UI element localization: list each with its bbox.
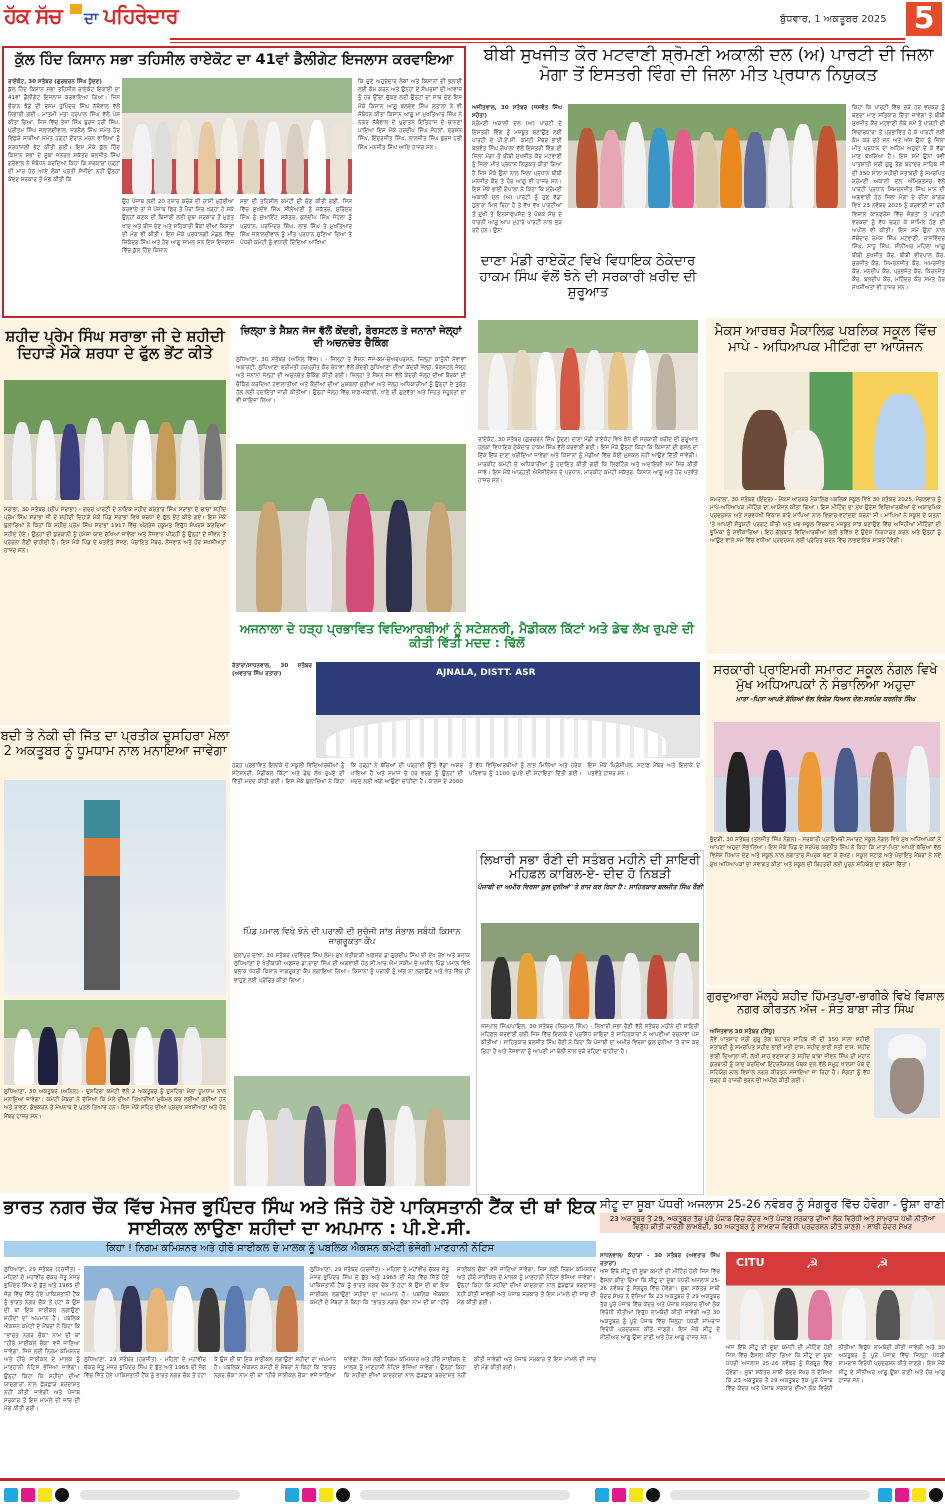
photo-parali-camp [234,1076,470,1186]
headline: ਜ਼ਿਲ੍ਹਾ ਤੇ ਸੈਸ਼ਨ ਜੱਜ ਵੱਲੋਂ ਕੇਂਦਰੀ, ਬੋਰਸਟਲ ਤੇ ਜਨਾਨਾਂ ਜੇਲ੍ਹਾਂ ਦੀ ਅਚਨਚੇਤ ਚੈਕਿੰਗ [240,326,462,349]
headline: ਮੈਕਸ ਆਰਥਰ ਮੈਕਾਲਿਫ਼ ਪਬਲਿਕ ਸਕੂਲ ਵਿੱਚ ਮਾਪੇ - ਅਧਿਆਪਕ ਮੀਟਿੰਗ ਦਾ ਆਯੋਜਨ [714,323,937,355]
body-text: ਜਸਪਾਲ ਸਿੰਘ/ਪਾਇਲ, 30 ਸਤੰਬਰ (ਨਿਰਮਲ ਸਿੰਘ) - ਲਿਖਾਰੀ ਸਭਾ ਰੌਣੀ ਵੱਲੋਂ ਸਤੰਬਰ ਮਹੀਨੇ ਦੀ ਸ਼ਾਇਰੀ ਮਹਿਫ਼ਲ ਕਰਵਾਈ ਗਈ ਜਿਸ ਵਿੱਚ ਇਲਾਕੇ ਦੇ ਪ੍ਰਸਿੱਧ ਸ਼ਾਇਰਾਂ ਤੇ ਸਾਹਿਤਕਾਰਾਂ ਨੇ ਆਪਣੀਆਂ ਰਚਨਾਵਾਂ ਪੇਸ਼ ਕੀਤੀਆਂ। ਸਾਹਿਤਕਾਰ ਬਲਜੀਤ ਸਿੰਘ ਰੌਣੀ ਨੇ ਕਿਹਾ ਕਿ ਪੰਜਾਬੀ ਦਾ ਅਮੀਰ ਵਿਰਸਾ ਕੁਲ ਦੁਨੀਆਂ 'ਤੇ ਰਾਜ ਕਰ ਰਿਹਾ ਹੈ ਅਤੇ ਨੌਜਵਾਨਾਂ ਨੂੰ ਆਪਣੀ ਮਾਂ ਬੋਲੀ ਨਾਲ ਜੁੜੇ ਰਹਿਣਾ ਚਾਹੀਦਾ ਹੈ। [481,1024,699,1055]
registration-swatch [629,1488,643,1502]
column-1 [8,78,120,314]
photo-ravan-effigy [4,780,226,995]
banner-text: CITU [736,1256,765,1269]
article-max-arthur [706,318,945,654]
body-text: ਹੜ੍ਹ ਪ੍ਰਭਾਵਿਤ ਇਲਾਕੇ ਦੇ ਸਕੂਲੀ ਵਿਦਿਆਰਥੀਆਂ ਨੂੰ ਸਟੇਸ਼ਨਰੀ, ਮੈਡੀਕਲ ਕਿੱਟਾਂ ਅਤੇ ਡੇਢ ਲੱਖ ਰੁਪਏ ਦੀ ਵਿੱਤੀ ਮਦਦ ਕੀਤੀ ਗਈ। ਇਸ ਮੌਕੇ ਬੁਲਾਰਿਆਂ ਨੇ ਕਿਹਾ ਕਿ ਹੜ੍ਹਾਂ ਨੇ ਬੱਚਿਆਂ ਦੀ ਪੜ੍ਹਾਈ ਉੱਤੇ ਵੱਡਾ ਅਸਰ ਪਾਇਆ ਹੈ ਅਤੇ ਸਮਾਜ ਦੇ ਹਰ ਵਰਗ ਨੂੰ ਉਨ੍ਹਾਂ ਦੀ ਮਦਦ ਲਈ ਅੱਗੇ ਆਉਣਾ ਚਾਹੀਦਾ ਹੈ। ਕਾਲਜ ਦੇ 2000 ਤੋਂ ਵੱਧ ਵਿਦਿਆਰਥੀਆਂ ਨੂੰ ਲਾਭ ਮਿਲਿਆ ਅਤੇ ਹਰੇਕ ਪਰਿਵਾਰ ਨੂੰ 1100 ਰੁਪਏ ਦੀ ਸਹਾਇਤਾ ਦਿੱਤੀ ਗਈ। ਇਸ ਮੌਕੇ ਪ੍ਰਿੰਸੀਪਲ, ਸਟਾਫ਼ ਮੈਂਬਰ ਅਤੇ ਇਲਾਕੇ ਦੇ ਪਤਵੰਤੇ ਹਾਜ਼ਰ ਸਨ। [232,763,700,786]
page-number-badge: 5 [906,2,942,36]
body-text: ਨੌਵੇਂ ਪਾਤਸ਼ਾਹ ਸ੍ਰੀ ਗੁਰੂ ਤੇਗ ਬਹਾਦਰ ਸਾਹਿਬ ਜੀ ਦੀ 350 ਸਾਲਾ ਸ਼ਹੀਦੀ ਸ਼ਤਾਬਦੀ ਨੂੰ ਸਮਰਪਿਤ ਸ਼ਹੀਦ ਭਾਈ ਮਤੀ ਦਾਸ, ਸ਼ਹੀਦ ਭਾਈ ਸਤੀ ਦਾਸ, ਸ਼ਹੀਦ ਭਾਈ ਦਿਆਲਾ ਜੀ, ਲੱਖੀ ਸ਼ਾਹ ਵਣਜਾਰਾ ਤੇ ਸ਼ਹੀਦ ਬਾਬਾ ਜੀਵਨ ਸਿੰਘ ਦੀ ਮਹਾਨ ਕੁਰਬਾਨੀ ਨੂੰ ਯਾਦ ਕਰਦਿਆਂ ਇੰਟਰਨੈਸ਼ਨਲ ਪੰਥਕ ਦਲ ਵੱਲੋਂ ਸਮੂਹ ਖਾਲਸਾ ਪੰਥ ਦੇ ਸਹਿਯੋਗ ਨਾਲ ਵਿਸ਼ਾਲ ਨਗਰ ਕੀਰਤਨ ਸਜਾਇਆ ਜਾ ਰਿਹਾ ਹੈ। ਸੰਗਤਾਂ ਨੂੰ ਵੱਧ ਚੜ੍ਹ ਕੇ ਹਾਜ਼ਰੀ ਭਰਨ ਦੀ ਅਪੀਲ ਕੀਤੀ ਗਈ। [710,1037,870,1085]
logo-text-da: ਦਾ [83,9,98,27]
registration-swatch [912,1488,926,1502]
headline: ਭਾਰਤ ਨਗਰ ਚੌਕ ਵਿੱਚ ਮੇਜਰ ਭੁਪਿੰਦਰ ਸਿੰਘ ਅਤੇ ਜਿੱਤੇ ਹੋਏ ਪਾਕਿਸਤਾਨੀ ਟੈਂਕ ਦੀ ਥਾਂ ਇਕ ਸਾਈਕਲ ਲਾਉਣਾ ਸ਼ਹੀਦਾਂ ਦਾ ਅਪਮਾਨ : ਪੀ.ਏ.ਸੀ. [3,1197,597,1239]
column-1 [472,104,562,244]
dateline: ਰੱਤਾਰਾ/ਸਾਧਨਵਾਲ, 30 ਸਤੰਬਰ (ਅਵਤਾਰ ਸਿੰਘ ਰਤਾਰਾ) [232,663,312,678]
banner-text: AJNALA, DISTT. ASR [436,668,536,678]
registration-swatch [595,1488,609,1502]
headline: ਦਾਣਾ ਮੰਡੀ ਰਾਏਕੋਟ ਵਿਖੇ ਵਿਧਾਇਕ ਠੇਕੇਦਾਰ ਹਾਕਮ ਸਿੰਘ ਵੱਲੋਂ ਝੋਨੇ ਦੀ ਸਰਕਾਰੀ ਖ਼ਰੀਦ ਦੀ ਸ਼ੁਰੂਆਤ [479,253,697,301]
hammer-sickle-icon: ☭ [876,1256,889,1272]
body-columns: ਅੱਜ ਇੱਥੇ ਸੀਟੂ ਦੀ ਸੂਬਾ ਕਮੇਟੀ ਦੀ ਮੀਟਿੰਗ ਹੋਈ ਜਿਸ ਵਿੱਚ ਫੈਸਲਾ ਕੀਤਾ ਗਿਆ ਕਿ ਸੀਟੂ ਦਾ ਸੂਬਾ ਪੱਧਰੀ ਅਜਲਾਸ 25-26 ਨਵੰਬਰ ਨੂੰ ਸੰਗਰੂਰ ਵਿੱਚ ਹੋਵੇਗਾ। ਸੂਬਾ ਸਕੱਤਰ ਸਾਥੀ ਚੰਦਰ ਸ਼ੇਖਰ ਨੇ ਦੱਸਿਆ ਕਿ 23 ਅਕਤੂਬਰ ਤੋਂ 29 ਅਕਤੂਬਰ ਤੱਕ ਪੂਰੇ ਪੰਜਾਬ ਵਿੱਚ ਕੇਂਦਰ ਅਤੇ ਪੰਜਾਬ ਸਰਕਾਰ ਦੀਆਂ ਲੋਕ ਵਿਰੋਧੀ ਨੀਤੀਆਂ ਵਿਰੁੱਧ ਲਾਮਬੰਦੀ ਕੀਤੀ ਜਾਵੇਗੀ ਅਤੇ 30 ਅਕਤੂਬਰ ਨੂੰ ਪੂਰੇ ਪੰਜਾਬ ਵਿੱਚ ਜ਼ਿਲ੍ਹਾ ਪੱਧਰੀ ਸਾਮਰਾਜ ਵਿਰੋਧੀ ਪ੍ਰਦਰਸ਼ਨ ਕੀਤੇ ਜਾਣਗੇ। ਇਸ ਮੌਕੇ ਸੀਟੂ ਦੇ ਸੀਨੀਅਰ ਆਗੂ ਊਸ਼ਾ ਰਾਣੀ ਅਤੇ ਹੋਰ ਆਗੂ ਹਾਜ਼ਰ ਸਨ। [726,1345,945,1393]
article-jail-inspection [234,320,468,618]
effigy-figure [84,800,120,990]
headline: ਬੀਬੀ ਸੁਖਜੀਤ ਕੌਰ ਮਟਵਾਣੀ ਸ਼੍ਰੋਮਣੀ ਅਕਾਲੀ ਦਲ (ਅ) ਪਾਰਟੀ ਦੀ ਜਿਲਾ ਮੋਗਾ ਤੋਂ ਇਸਤਰੀ ਵਿੰਗ ਦੀ ਜਿਲਾ ਮੀਤ ਪ੍ਰਧਾਨ ਨਿਯੁਕਤ [483,45,934,85]
logo-text-part2: ਪਹਿਰੇਦਾਰ [103,4,178,28]
photo-likhari-sabha [481,923,699,1019]
registration-swatch [878,1488,892,1502]
photo-sant-baba-jeet-singh [874,1028,940,1118]
column-1 [710,1028,870,1192]
registration-swatch [55,1488,69,1502]
article-likhari-sabha [476,850,704,1195]
photo-nangal-school [714,722,940,832]
photo-kisan-sabha-group [122,78,352,194]
headline: ਅਜਨਾਲਾ ਦੇ ਹੜ੍ਹ ਪ੍ਰਭਾਵਿਤ ਵਿਦਿਆਰਥੀਆਂ ਨੂੰ ਸਟੇਸ਼ਨਰੀ, ਮੈਡੀਕਲ ਕਿੱਟਾਂ ਅਤੇ ਡੇਢ ਲੱਖ ਰੁਪਏ ਦੀ ਕੀਤੀ ਵਿੱਤੀ ਮਦਦ : ਢਿੱਲੋਂ [239,621,695,651]
article-dussehra [0,728,230,1193]
body-text: ਰਾਏਕੋਟ, 30 ਸਤੰਬਰ (ਗੁਰਚਰਨ ਸਿੰਘ ਧੂੰਦਣ) ਦਾਣਾ ਮੰਡੀ ਰਾਏਕੋਟ ਵਿਖੇ ਝੋਨੇ ਦੀ ਸਰਕਾਰੀ ਖ਼ਰੀਦ ਦੀ ਸ਼ੁਰੂਆਤ ਹਲਕਾ ਵਿਧਾਇਕ ਠੇਕੇਦਾਰ ਹਾਕਮ ਸਿੰਘ ਵੱਲੋਂ ਕਰਵਾਈ ਗਈ। ਇਸ ਮੌਕੇ ਉਨ੍ਹਾਂ ਕਿਹਾ ਕਿ ਕਿਸਾਨਾਂ ਦੀ ਫਸਲ ਦਾ ਇੱਕ ਇੱਕ ਦਾਣਾ ਖਰੀਦਿਆ ਜਾਵੇਗਾ ਅਤੇ ਕਿਸਾਨਾਂ ਨੂੰ ਮੰਡੀਆਂ ਵਿੱਚ ਕੋਈ ਮੁਸ਼ਕਲ ਨਹੀਂ ਆਉਣ ਦਿੱਤੀ ਜਾਵੇਗੀ। ਮਾਰਕੀਟ ਕਮੇਟੀ ਦੇ ਅਧਿਕਾਰੀਆਂ ਨੂੰ ਹਦਾਇਤ ਕੀਤੀ ਗਈ ਕਿ ਲਿਫਟਿੰਗ ਅਤੇ ਅਦਾਇਗੀ ਸਮੇਂ ਸਿਰ ਕੀਤੀ ਜਾਵੇ। ਇਸ ਮੌਕੇ ਆੜ੍ਹਤੀ ਐਸੋਸੀਏਸ਼ਨ ਦੇ ਪ੍ਰਧਾਨ, ਮਾਰਕੀਟ ਕਮੇਟੀ ਸਕੱਤਰ, ਕਿਸਾਨ ਆਗੂ ਅਤੇ ਹੋਰ ਪਤਵੰਤੇ ਹਾਜ਼ਰ ਸਨ। [478,437,698,485]
body-text: ਭੁੰਦੜੀ, 30 ਸਤੰਬਰ (ਤਲਜੀਤ ਸਿੰਘ ਨੰਗਲ) - ਸਰਕਾਰੀ ਪ੍ਰਾਇਮਰੀ ਸਮਾਰਟ ਸਕੂਲ ਨੰਗਲ ਵਿਖੇ ਮੁੱਖ ਅਧਿਆਪਕਾਂ ਨੇ ਆਪਣਾ ਅਹੁਦਾ ਸੰਭਾਲਿਆ। ਇਸ ਮੌਕੇ ਪਿੰਡ ਦੇ ਸਰਪੰਚ ਕਰਨੀਤ ਸਿੰਘ ਨੇ ਕਿਹਾ ਕਿ ਮਾਤਾ-ਪਿਤਾ ਆਪਣੇ ਬੱਚਿਆਂ ਵੱਲ ਵਿਸ਼ੇਸ਼ ਧਿਆਨ ਦੇਣ ਅਤੇ ਸਕੂਲ ਨਾਲ ਲਗਾਤਾਰ ਸੰਪਰਕ ਬਣਾ ਕੇ ਰੱਖਣ। ਸਕੂਲ ਸਟਾਫ਼ ਅਤੇ ਪੰਚਾਇਤ ਮੈਂਬਰਾਂ ਨੇ ਨਵੇਂ ਮੁੱਖ ਅਧਿਆਪਕਾਂ ਦਾ ਸਵਾਗਤ ਕੀਤਾ ਅਤੇ ਸਕੂਲ ਦੀ ਬਿਹਤਰੀ ਲਈ ਪੂਰਨ ਸਹਿਯੋਗ ਦਾ ਭਰੋਸਾ ਦਿੱਤਾ। [710,837,941,868]
registration-swatch [302,1488,316,1502]
column-1: ਲੁਧਿਆਣਾ, 29 ਸਤੰਬਰ (ਹਰਜੀਤ) - ਮਹਿਲਾਂ ਦੇ ਮਹਾਂਵੀਰ ਚੱਕਰ ਜੇਤੂ ਮੇਜਰ ਭੁਪਿੰਦਰ ਸਿੰਘ ਦੇ ਬੁੱਤ ਅਤੇ 1965 ਦੀ ਜੰਗ ਵਿੱਚ ਜਿੱਤੇ ਹੋਏ ਪਾਕਿਸਤਾਨੀ ਟੈਂਕ ਨੂੰ ਭਾਰਤ ਨਗਰ ਚੌਕ ਤੋਂ ਹਟਾ ਕੇ ਉਸ ਦੀ ਥਾਂ ਇਕ ਸਾਈਕਲ ਲਗਾਉਣਾ ਸ਼ਹੀਦਾਂ ਦਾ ਅਪਮਾਨ ਹੈ। ਪਬਲਿਕ ਐਕਸ਼ਨ ਕਮੇਟੀ ਦੇ ਮੈਂਬਰਾਂ ਨੇ ਕਿਹਾ ਕਿ "ਭਾਰਤ ਨਗਰ ਚੌਕ" ਨਾਮ ਦੀ ਥਾਂ "ਹੀਰੋ ਸਾਈਕਲ ਚੌਕ" ਵਜੋਂ ਜਾਣਿਆ ਜਾਵੇਗਾ, ਜਿਸ ਲਈ ਨਿਗਮ ਕਮਿਸ਼ਨਰ ਅਤੇ ਹੀਰੋ ਸਾਈਕਲ ਦੇ ਮਾਲਕ ਨੂੰ ਮਾਣਹਾਨੀ ਨੋਟਿਸ ਭੇਜਿਆ ਜਾਵੇਗਾ। ਉਨ੍ਹਾਂ ਕਿਹਾ ਕਿ ਸ਼ਹੀਦਾਂ ਦੀਆਂ ਯਾਦਗਾਰਾਂ ਨਾਲ ਛੇੜਛਾੜ ਬਰਦਾਸ਼ਤ ਨਹੀਂ ਕੀਤੀ ਜਾਵੇਗੀ ਅਤੇ ਪੰਜਾਬ ਸਰਕਾਰ ਤੋਂ ਇਸ ਮਾਮਲੇ ਦੀ ਜਾਂਚ ਦੀ ਮੰਗ ਕੀਤੀ ਗਈ। [4,1267,80,1413]
headline: ਲਿਖਾਰੀ ਸਭਾ ਰੌਣੀ ਦੀ ਸਤੰਬਰ ਮਹੀਨੇ ਦੀ ਸ਼ਾਇਰੀ ਮਹਿਫ਼ਲ ਕਾਬਿਲ-ਏ- ਦੀਦ ਹੋ ਨਿਬੜੀ [479,852,701,882]
dateline: ਰਾਏਕੋਟ, 30 ਸਤੰਬਰ (ਗੁਰਚਰਨ ਸਿੰਘ ਧੂੰਦਣ) [8,79,102,85]
photo-matwani-group [568,104,846,208]
hammer-sickle-icon: ☭ [806,1256,819,1272]
masthead-rule [170,38,905,40]
headline: ਕੁੱਲ ਹਿੰਦ ਕਿਸਾਨ ਸਭਾ ਤਹਿਸੀਲ ਰਾਏਕੋਟ ਦਾ 41ਵਾਂ ਡੈਲੀਗੇਟ ਇਜਲਾਸ ਕਰਵਾਇਆ [14,52,454,68]
registration-swatch [895,1488,909,1502]
subhead: ਮਾਤਾ -ਪਿਤਾ ਆਪਣੇ ਬੱਚਿਆਂ ਵੱਲ ਵਿਸ਼ੇਸ਼ ਧਿਆਨ ਦੇਣ:ਸਰਪੰਚ ਕਰਨੀਤ ਸਿੰਘ [735,694,916,703]
registration-swatch [929,1488,943,1502]
registration-bar [670,1490,870,1500]
article-bharat-nagar [0,1198,600,1438]
logo-text-part1: ਹੱਕ ਸੱਚ [4,4,62,28]
headline: ਗੁਰਦੁਆਰਾ ਮੱਲ੍ਹੇ ਸ਼ਹੀਦ ਹਿੰਮਤਪੁਰਾ-ਭਾਗੀਕੇ ਵਿਖੇ ਵਿਸ਼ਾਲ ਨਗਰ ਕੀਰਤਨ ਅੱਜ - ਸੰਤ ਬਾਬਾ ਜੀਤ ਸਿੰਘ [706,989,945,1017]
article-parali-camp [232,928,472,1193]
photo-citu-meeting [726,1252,945,1340]
article-nagar-kirtan [706,988,945,1196]
subhead: ਪੰਜਾਬੀ ਦਾ ਅਮੀਰ ਵਿਰਸਾ ਕੁਲ ਦੁਨੀਆਂ 'ਤੇ ਰਾਜ ਕਰ ਰਿਹਾ ਹੈ : ਸਾਹਿਤਕਾਰ ਬਲਜੀਤ ਸਿੰਘ ਰੌਣੀ [477,882,703,891]
photo-sarabha [4,380,226,500]
photo-ajnala-students [316,662,700,758]
color-swatches [285,1488,350,1502]
color-swatches [878,1488,943,1502]
article-sarabha [0,320,230,725]
footer-rule [0,1478,945,1481]
registration-swatch [319,1488,333,1502]
body-columns: ਲੁਧਿਆਣਾ, 29 ਸਤੰਬਰ (ਹਰਜੀਤ) - ਮਹਿਲਾਂ ਦੇ ਮਹਾਂਵੀਰ ਚੱਕਰ ਜੇਤੂ ਮੇਜਰ ਭੁਪਿੰਦਰ ਸਿੰਘ ਦੇ ਬੁੱਤ ਅਤੇ 1965 ਦੀ ਜੰਗ ਵਿੱਚ ਜਿੱਤੇ ਹੋਏ ਪਾਕਿਸਤਾਨੀ ਟੈਂਕ ਨੂੰ ਭਾਰਤ ਨਗਰ ਚੌਕ ਤੋਂ ਹਟਾ ਕੇ ਉਸ ਦੀ ਥਾਂ ਇਕ ਸਾਈਕਲ ਲਗਾਉਣਾ ਸ਼ਹੀਦਾਂ ਦਾ ਅਪਮਾਨ ਹੈ। ਪਬਲਿਕ ਐਕਸ਼ਨ ਕਮੇਟੀ ਦੇ ਮੈਂਬਰਾਂ ਨੇ ਕਿਹਾ ਕਿ "ਭਾਰਤ ਨਗਰ ਚੌਕ" ਨਾਮ ਦੀ ਥਾਂ "ਹੀਰੋ ਸਾਈਕਲ ਚੌਕ" ਵਜੋਂ ਜਾਣਿਆ ਜਾਵੇਗਾ, ਜਿਸ ਲਈ ਨਿਗਮ ਕਮਿਸ਼ਨਰ ਅਤੇ ਹੀਰੋ ਸਾਈਕਲ ਦੇ ਮਾਲਕ ਨੂੰ ਮਾਣਹਾਨੀ ਨੋਟਿਸ ਭੇਜਿਆ ਜਾਵੇਗਾ। ਉਨ੍ਹਾਂ ਕਿਹਾ ਕਿ ਸ਼ਹੀਦਾਂ ਦੀਆਂ ਯਾਦਗਾਰਾਂ ਨਾਲ ਛੇੜਛਾੜ ਬਰਦਾਸ਼ਤ ਨਹੀਂ ਕੀਤੀ ਜਾਵੇਗੀ ਅਤੇ ਪੰਜਾਬ ਸਰਕਾਰ ਤੋਂ ਇਸ ਮਾਮਲੇ ਦੀ ਜਾਂਚ ਦੀ ਮੰਗ ਕੀਤੀ ਗਈ। [84,1357,596,1380]
registration-swatch [21,1488,35,1502]
column-3: ਕਿਹਾ ਕਿ ਪਾਰਟੀ ਵਿੱਚ ਜੁੜੇ ਹਰ ਵਰਕਰ ਨੂੰ ਬਣਦਾ ਮਾਣ ਸਤਿਕਾਰ ਦਿੱਤਾ ਜਾਵੇਗਾ ਤੇ ਬੀਬੀ ਸੁਖਜੀਤ ਕੌਰ ਮਟਵਾਣੀ ਲੰਬੇ ਸਮੇਂ ਤੋਂ ਪਾਰਟੀ ਦੀ ਵਿਚਾਰਧਾਰਾ ਤੋਂ ਪ੍ਰਭਾਵਿਤ ਹੋ ਕੇ ਪਾਰਟੀ ਲਈ ਕੰਮ ਕਰ ਰਹੇ ਸਨ ਅਤੇ ਅੱਜ ਉਨਾ ਨੂੰ ਜਿਲਾ ਮੀਤ ਪ੍ਰਧਾਨ ਦਾ ਅਹਿਮ ਅਹੁਦਾ ਦੇ ਕੇ ਵੱਡਾ ਮਾਣ ਬਖਸ਼ਿਆ ਹੈ। ਇਸ ਸਮੇਂ ਉਨਾ 9ਵੀਂ ਪਾਤਸ਼ਾਹੀ ਸ੍ਰੀ ਗੁਰੂ ਤੇਗ ਬਹਾਦਰ ਸਾਹਿਬ ਜੀ ਦੀ 350 ਸਾਲਾ ਸ਼ਹੀਦੀ ਸ਼ਤਾਬਦੀ ਨੂੰ ਸਮਰਪਿਤ ਸ਼੍ਰੋਮਣੀ ਅਕਾਲੀ ਦਲ ਅੰਮ੍ਰਿਤਸਰ ਵੱਲੋਂ ਪਾਰਟੀ ਪ੍ਰਧਾਨ ਸਿਮਰਨਜੀਤ ਸਿੰਘ ਮਾਨ ਦੀ ਅਗਵਾਈ ਹੇਠ ਜਿਲਾ ਮੋਗਾ ਦੇ ਦੀਨਾ ਕਾਂਗੜ ਵਿਖੇ 23 ਨਵੰਬਰ 2025 ਨੂੰ ਕਰਵਾਈ ਜਾ ਰਹੀ ਵਿਸ਼ਾਲ ਕਾਨਫਰੰਸ ਵਿੱਚ ਸੰਗਤਾਂ ਤੇ ਪਾਰਟੀ ਵਰਕਰਾਂ ਨੂੰ ਵੱਧ ਚੜ੍ਹ ਕੇ ਸ਼ਾਮਿਲ ਹੋਣ ਦੀ ਅਪੀਲ ਵੀ ਕੀਤੀ। ਇਸ ਸਮੇਂ ਉਨਾ ਨਾਲ ਜੱਥੇਦਾਰ ਰਮੇਸ਼ ਸਿੰਘ ਮਟਵਾਣੀ, ਰਾਜਵਿੰਦਰ ਸਿੰਘ, ਸਾਧੂ ਸਿੰਘ, ਸੀਨੀਅਰ ਮਹਿਲਾ ਆਗੂ ਬੀਬੀ ਸੁਖਜੀਤ ਕੌਰ, ਬੀਬੀ ਵੀਰਪਾਲ ਕੌਰ, ਸੁਰਜੀਤ ਕੌਰ, ਸਿਮਰਨਜੀਤ ਕੌਰ, ਅਮਰਜੀਤ ਕੌਰ, ਮਨਦੀਪ ਕੌਰ, ਪ੍ਰਭਜੋਤ ਕੌਰ, ਕਿਰਨਜੋਤ ਕੌਰ, ਬਲਦੀਪ ਕੌਰ, ਮਹਿੰਦਰ ਕੌਰ ਸਮੇਤ ਹੋਰ ਸਖਸ਼ੀਅਤਾਂ ਵੀ ਹਾਜ਼ਰ ਸਨ। [852,105,945,292]
registration-bar [360,1490,570,1500]
dateline: ਅਜਿਤਵਾਲ 30 ਸਤੰਬਰ (ਸਿੱਧੂ) [710,1029,775,1035]
headline: ਸੀਟੂ ਦਾ ਸੂਬਾ ਪੱਧਰੀ ਅਜਲਾਸ 25-26 ਨਵੰਬਰ ਨੂੰ ਸੰਗਰੂਰ ਵਿੱਚ ਹੋਵੇਗਾ - ਊਸ਼ਾ ਰਾਣੀ [600,1197,945,1211]
column-3: ਸਭਾ ਦੀ ਤਹਿਸੀਲ ਕਮੇਟੀ ਦੀ ਚੋਣ ਕੀਤੀ ਗਈ, ਜਿਸ ਵਿੱਚ ਸੁਖਦੇਵ ਸਿੰਘ ਸੀਲੋਆਣੀ ਨੂੰ ਸਕੱਤਰ, ਸੁਰਿੰਦਰ ਸਿੰਘ ਨੂੰ ਜੁਆਇੰਟ ਸਕੱਤਰ, ਕੁਲਦੀਪ ਸਿੰਘ ਜੋਹਲਾ ਨੂੰ ਪ੍ਰਧਾਨ, ਪਰਮਿੰਦਰ ਸਿੰਘ, ਲਾਭ ਸਿੰਘ ਤੇ ਮੁਖਤਿਆਰ ਸਿੰਘ ਜਲਾਲਦੀਵਾਲ ਨੂੰ ਮੀਤ ਪ੍ਰਧਾਨ ਚੁਣਿਆ ਗਿਆ ਤੇ ਪੰਧਰੀ ਕਮੇਟੀ ਨੂੰ ਵਧਾਈ ਦਿੰਦਿਆਂ ਆਖਿਆ [240,199,352,247]
photo-dussehra-committee [4,1000,226,1085]
registration-swatch [336,1488,350,1502]
body-text: ਸ਼੍ਰੋਮਣੀ ਅਕਾਲੀ ਦਲ (ਅ) ਪਾਰਟੀ ਦੇ ਇਸਤਰੀ ਵਿੰਗ ਨੂੰ ਮਜ਼ਬੂਤ ਬਣਾਉਣ ਲਈ ਪਾਰਟੀ ਦੇ ਪੀ.ਏ.ਸੀ. ਕਮੇਟੀ ਮੈਂਬਰ ਭਾਈ ਬਲਵੰਤ ਸਿੰਘ ਗੋਪਾਲਾ ਵੱਲੋਂ ਇਸਤਰੀ ਵਿੰਗ ਦੀ ਜਿਲਾ ਮੋਗਾ ਤੋਂ ਬੀਬੀ ਸੁਖਜੀਤ ਕੌਰ ਮਟਵਾਣੀ ਨੂੰ ਜਿਲਾ ਮੀਤ ਪ੍ਰਧਾਨ ਨਿਯੁਕਤ ਕੀਤਾ ਗਿਆ ਹੈ ਜਿਸ ਮੌਕੇ ਉਨਾ ਨਾਲ ਜਿਲਾ ਪ੍ਰਧਾਨ ਬੀਬੀ ਮਨਜੀਤ ਕੌਰ ਤੇ ਹੋਰ ਆਗੂ ਵੀ ਹਾਜ਼ਰ ਸਨ। ਇਸ ਮੌਕੇ ਭਾਈ ਗੋਪਾਲਾ ਨੇ ਕਿਹਾ ਕਿ ਸ਼੍ਰੋਮਣੀ ਅਕਾਲੀ ਦਲ (ਅ) ਪਾਰਟੀ ਨੂੰ ਹੁਣ ਵੱਡਾ ਹੁਲਾਰਾ ਮਿਲ ਰਿਹਾ ਹੈ ਤੇ ਵੱਖ ਵੱਖ ਪਾਰਟੀਆਂ ਤੋਂ ਦੁਖੀ ਤੇ ਇਨਸਾਫਪਸੰਦ ਤੇ ਪੰਥਕ ਸੋਚ ਦੇ ਧਾਰਨੀ ਆਗੂ ਆਪ ਮੁਹਾਰੇ ਪਾਰਟੀ ਨਾਲ ਜੁੜ ਰਹੇ ਹਨ। ਉਨਾ [472,121,562,235]
registration-bar [80,1490,240,1500]
registration-swatch [4,1488,18,1502]
article-dana-mandi [472,250,704,618]
photo-jail [236,444,466,612]
subhead: ਕਿਹਾ ! ਨਿਗਮ ਕਮਿਸ਼ਨਰ ਅਤੇ ਹੀਰੋ ਸਾਈਕਲ ਦੇ ਮਾਲਕ ਨੂੰ ਪਬਲਿਕ ਐਕਸ਼ਨ ਕਮੇਟੀ ਭੇਜੇਗੀ ਮਾਣਹਾਨੀ ਨੋਟਿਸ [4,1241,596,1257]
registration-swatch [38,1488,52,1502]
column-2: ਉਹ ਪੰਜਾਬ ਲਈ 20 ਹਜ਼ਾਰ ਕਰੋੜ ਦੀ ਰਾਸ਼ੀ ਮੁਹੱਈਆ ਕਰਵਾਏ ਤਾਂ ਜੋ ਪੰਜਾਬ ਫਿਰ ਤੋਂ ਪੈਰਾਂ ਸਿਰ ਖੜ੍ਹਾ ਹੋ ਸਕੇ ਉਨ੍ਹਾਂ ਕਣਕ ਦੀ ਬਿਜਾਈ ਲਈ ਸੂਬਾ ਸਰਕਾਰ ਤੋਂ ਮੁਫ਼ਤ ਖਾਦ ਅਤੇ ਬੀਜ ਦੇਣ ਅਤੇ ਸਹਿਕਾਰੀ ਬੈਂਕਾਂ ਦੀਆਂ ਕਿਸ਼ਤਾਂ ਦੀ ਮੰਗ ਵੀ ਕੀਤੀ। ਇਸ ਮੌਕੇ ਪ੍ਰਧਾਨਗੀ ਮੰਡਲ ਵਿੱਚ ਸਿਕੰਦਰ ਸਿੰਘ ਅਤੇ ਹੋਰ ਆਗੂ ਸ਼ਾਮਲ ਸਨ ਇਸ ਇਜਲਾਸ ਵਿੱਚ ਕੁੱਲ ਹਿੰਦ ਕਿਸਾਨ [122,199,234,255]
dateline: ਸਾਧਨਵਾਲ/ ਕੋਹਾੜਾ - 30 ਸਤੰਬਰ (ਅਵਤਾਰ ਸਿੰਘ ਰਤਾਰਾ) [600,1253,720,1268]
turban-shape [888,1034,926,1060]
registration-swatch [612,1488,626,1502]
newspaper-logo [4,4,178,30]
article-kisan-sabha [2,46,466,318]
body-text: ਲੁਧਿਆਣਾ, 30 ਅਕਤੂਬਰ (ਅਨਿਲ) - ਦੁਸਹਿਰਾ ਕਮੇਟੀ ਵੱਲੋਂ 2 ਅਕਤੂਬਰ ਨੂੰ ਦੁਸਹਿਰਾ ਮੇਲਾ ਧੂਮਧਾਮ ਨਾਲ ਮਨਾਇਆ ਜਾਵੇਗਾ। ਕਮੇਟੀ ਮੈਂਬਰਾਂ ਨੇ ਦੱਸਿਆ ਕਿ ਮੇਲੇ ਦੀਆਂ ਤਿਆਰੀਆਂ ਮੁਕੰਮਲ ਕਰ ਲਈਆਂ ਗਈਆਂ ਹਨ ਅਤੇ ਰਾਵਣ, ਕੁੰਭਕਰਨ ਤੇ ਮੇਘਨਾਥ ਦੇ ਪੁਤਲੇ ਤਿਆਰ ਹਨ। ਇਸ ਮੌਕੇ ਸ਼ਹਿਰ ਦੀਆਂ ਪ੍ਰਮੁੱਖ ਸ਼ਖਸੀਅਤਾਂ ਅਤੇ ਹੋਰ ਮੈਂਬਰ ਹਾਜ਼ਰ ਸਨ। [4,1089,226,1120]
dateline: ਅਜੀਤਵਾਲ, 30 ਸਤੰਬਰ (ਜਸਵੰਤ ਸਿੰਘ ਸਹੋਤਾ) [472,105,562,120]
masthead-rule-thin [170,42,905,43]
issue-date: ਬੁੱਧਵਾਰ, 1 ਅਕਤੂਬਰ 2025 [780,14,887,25]
registration-swatch [646,1488,660,1502]
body-text: ਅੱਜ ਇੱਥੇ ਸੀਟੂ ਦੀ ਸੂਬਾ ਕਮੇਟੀ ਦੀ ਮੀਟਿੰਗ ਹੋਈ ਜਿਸ ਵਿੱਚ ਫੈਸਲਾ ਕੀਤਾ ਗਿਆ ਕਿ ਸੀਟੂ ਦਾ ਸੂਬਾ ਪੱਧਰੀ ਅਜਲਾਸ 25-26 ਨਵੰਬਰ ਨੂੰ ਸੰਗਰੂਰ ਵਿੱਚ ਹੋਵੇਗਾ। ਸੂਬਾ ਸਕੱਤਰ ਸਾਥੀ ਚੰਦਰ ਸ਼ੇਖਰ ਨੇ ਦੱਸਿਆ ਕਿ 23 ਅਕਤੂਬਰ ਤੋਂ 29 ਅਕਤੂਬਰ ਤੱਕ ਪੂਰੇ ਪੰਜਾਬ ਵਿੱਚ ਕੇਂਦਰ ਅਤੇ ਪੰਜਾਬ ਸਰਕਾਰ ਦੀਆਂ ਲੋਕ ਵਿਰੋਧੀ ਨੀਤੀਆਂ ਵਿਰੁੱਧ ਲਾਮਬੰਦੀ ਕੀਤੀ ਜਾਵੇਗੀ ਅਤੇ 30 ਅਕਤੂਬਰ ਨੂੰ ਪੂਰੇ ਪੰਜਾਬ ਵਿੱਚ ਜ਼ਿਲ੍ਹਾ ਪੱਧਰੀ ਸਾਮਰਾਜ ਵਿਰੋਧੀ ਪ੍ਰਦਰਸ਼ਨ ਕੀਤੇ ਜਾਣਗੇ। ਇਸ ਮੌਕੇ ਸੀਟੂ ਦੇ ਸੀਨੀਅਰ ਆਗੂ ਊਸ਼ਾ ਰਾਣੀ ਅਤੇ ਹੋਰ ਆਗੂ ਹਾਜ਼ਰ ਸਨ। [600,1269,720,1342]
color-swatches [4,1488,69,1502]
khanda-flag-icon [70,4,82,14]
color-swatches [595,1488,660,1502]
headline: ਸ਼ਹੀਦ ਪ੍ਰੇਮ ਸਿੰਘ ਸਰਾਭਾ ਜੀ ਦੇ ਸ਼ਹੀਦੀ ਦਿਹਾੜੇ ਮੌਕੇ ਸ਼ਰਧਾ ਦੇ ਫੁੱਲ ਭੇਂਟ ਕੀਤੇ [5,327,225,363]
subhead: 23 ਅਕਤੂਬਰ ਤੋਂ 29, ਅਕਤੂਬਰ ਤੱਕ ਪੂਰੇ ਪੰਜਾਬ ਵਿੱਚ ਕੇਂਦਰ ਅਤੇ ਪੰਜਾਬ ਸਰਕਾਰ ਦੀਆਂ ਲੋਕ ਵਿਰੋਧੀ ਅਤੇ ਸਾਮਰਾਜ ਪੱਖੀ ਨੀਤੀਆਂ ਵਿਰੁੱਧ ਕੀਤੀ ਜਾਵੇਗੀ ਲਾਮਬੰਦੀ, 30 ਅਕਤੂਬਰ ਨੂੰ ਸਾਮਰਾਜ ਵਿਰੋਧੀ ਪ੍ਰਦਰਸ਼ਨ ਕੀਤੇ ਜਾਣਗੇ - ਸਾਥੀ ਚੰਦਰ ਸ਼ੇਖਰ [600,1213,945,1233]
article-citu [600,1198,945,1438]
article-nangal-school [706,660,945,985]
photo-dana-mandi [478,320,698,430]
headline: ਪਿੰਡ ਪਮਾਲ ਵਿਖੇ ਝੋਨੇ ਦੀ ਪਰਾਲੀ ਦੀ ਸੁਚੱਜੀ ਸਾਂਭ ਸੰਭਾਲ ਸਬੰਧੀ ਕਿਸਾਨ ਜਾਗਰੂਕਤਾ ਕੈਂਪ [243,927,461,947]
body-text: ਕੁੱਲ ਹਿੰਦ ਕਿਸਾਨ ਸਭਾ ਤਹਿਸੀਲ ਰਾਏਕੋਟ ਇਕਾਈ ਦਾ 41ਵਾਂ ਡੈਲੀਗੇਟ ਇਜਲਾਸ ਕਰਵਾਇਆ ਗਿਆ। ਜਿਸ ਦੌਰਾਨ ਝੰਡੇ ਦੀ ਰਸਮ ਤੁਪਿੰਦਰ ਸਿੰਘ ਨੱਥੋਵਾਲ ਵੱਲੋਂ ਨਿਭਾਈ ਗਈ। ਮਾਤਮੀ ਮਤਾ ਹਰਪਾਲ ਸਿੰਘ ਵੱਲੋਂ ਪੇਸ਼ ਕੀਤਾ ਗਿਆ, ਜਿਸ ਵਿੱਚ ਤੇਜਾ ਸਿੰਘ ਬੁਰਜ ਹਰੀ ਸਿੰਘ, ਪ੍ਰੀਤਮ ਸਿੰਘ ਜਲਾਲਦੀਵਾਲ, ਜਰਨੈਲ ਸਿੰਘ ਸਮੇਤ ਹੋਰ ਵਿਛੜੇ ਸਾਥੀਆਂ ਸਮੇਤ ਹੜ੍ਹਾਂ ਦੌਰਾਨ ਮਰਨ ਵਾਲਿਆਂ ਨੂੰ ਸ਼ਰਧਾਂਜਲੀ ਭੇਟ ਕੀਤੀ ਗਈ। ਇਸ ਮੌਕੇ ਕੁੱਲ ਹਿੰਦ ਕਿਸਾਨ ਸਭਾ ਦੇ ਸੂਬਾ ਜਨਰਲ ਸਕੱਤਰ ਬਲਜੀਤ ਸਿੰਘ ਗਰੇਵਾਲ ਨੇ ਸੰਬੋਧਨ ਕਰਦਿਆਂ ਕਿਹਾ ਕਿ ਸਰਕਾਰਾਂ ਹੜ੍ਹਾਂ ਦੀ ਮਾਰ ਹੇਠ ਆਏ ਲੋਕਾਂ ਪ੍ਰਤੀ ਸੰਜੀਦਾ ਨਹੀਂ ਉਨ੍ਹਾਂ ਕੇਂਦਰ ਸਰਕਾਰ ਤੋਂ ਮੰਗ ਕੀਤੀ ਕਿ [8,87,120,184]
photo-ptm [724,372,938,490]
headline: ਬਦੀ ਤੇ ਨੇਕੀ ਦੀ ਜਿੱਤ ਦਾ ਪ੍ਰਤੀਕ ਦੁਸਹਿਰਾ ਮੇਲਾ 2 ਅਕਤੂਬਰ ਨੂੰ ਧੂਮਧਾਮ ਨਾਲ ਮਨਾਇਆ ਜਾਵੇਗਾ [0,729,230,759]
body-text: ਸਰਾਭਾ, 30 ਸਤੰਬਰ (ਦੀਪ ਸਰਾਭਾ) - ਗਦਰ ਪਾਰਟੀ ਦੇ ਨਾਇਕ ਸ਼ਹੀਦ ਕਰਤਾਰ ਸਿੰਘ ਸਰਾਭਾ ਦੇ ਚਾਚਾ ਸ਼ਹੀਦ ਪ੍ਰੇਮ ਸਿੰਘ ਸਰਾਭਾ ਜੀ ਦੇ ਸ਼ਹੀਦੀ ਦਿਹਾੜੇ ਮੌਕੇ ਪਿੰਡ ਸਰਾਭਾ ਵਿਖੇ ਸ਼ਰਧਾ ਦੇ ਫੁੱਲ ਭੇਂਟ ਕੀਤੇ ਗਏ। ਇਸ ਮੌਕੇ ਬੁਲਾਰਿਆਂ ਨੇ ਕਿਹਾ ਕਿ ਸ਼ਹੀਦ ਪ੍ਰੇਮ ਸਿੰਘ ਸਰਾਭਾ 1917 ਵਿੱਚ ਅੰਗਰੇਜ਼ ਹਕੂਮਤ ਵਿਰੁੱਧ ਸੰਘਰਸ਼ ਕਰਦਿਆਂ ਸ਼ਹੀਦ ਹੋਏ। ਉਨ੍ਹਾਂ ਦੀ ਕੁਰਬਾਨੀ ਨੂੰ ਹਮੇਸ਼ਾ ਯਾਦ ਰੱਖਿਆ ਜਾਵੇਗਾ ਅਤੇ ਨੌਜਵਾਨ ਪੀੜ੍ਹੀ ਨੂੰ ਉਨ੍ਹਾਂ ਦੇ ਜੀਵਨ ਤੋਂ ਪ੍ਰੇਰਨਾ ਲੈਣੀ ਚਾਹੀਦੀ ਹੈ। ਇਸ ਮੌਕੇ ਪਿੰਡ ਦੇ ਪਤਵੰਤੇ ਸੱਜਣ, ਪੰਚਾਇਤ ਮੈਂਬਰ, ਨੌਜਵਾਨ ਅਤੇ ਹੋਰ ਸ਼ਖਸੀਅਤਾਂ ਹਾਜ਼ਰ ਸਨ। [4,507,226,555]
column-1 [600,1252,720,1436]
column-4: ਕਿ ਚੁਣੇ ਅਹੁਦੇਦਾਰ ਲੋਕਾਂ ਅਤੇ ਕਿਸਾਨਾਂ ਦੀ ਭਲਾਈ ਲਈ ਕੰਮ ਕਰਨ ਅਤੇ ਉਨ੍ਹਾਂ ਦੇ ਸੰਘਰਸ਼ਾਂ ਦੀ ਆਵਾਜ਼ ਨੂੰ ਹਰ ਉੱਚਾ ਚੁੱਕਣ ਲਈ ਉਨ੍ਹਾਂ ਦਾ ਸਾਥ ਦੇਣ ਇਸ ਮੌਕੇ ਕਿਸਾਨ ਆਗੂ ਬਲਦੇਵ ਸਿੰਘ ਲਤਾਲਾ ਨੇ ਵੀ ਸੰਬੋਧਨ ਕੀਤਾ ਕਿਸਾਨ ਆਗੂ ਮਾ.ਮੁਖਤਿਆਰ ਸਿੰਘ ਨੇ ਨਗਰ ਨੱਥੋਵਾਲ ਦੇ ਪੁਰਾਤਨ ਇਤਿਹਾਸ ਦੇ ਚਾਨਣਾ ਪਾਇਆ ਇਸ ਮੌਕੇ ਹਰਦੀਪ ਸਿੰਘ ਜੋਹਲਾਂ, ਦਰਸ਼ਨ ਸਿੰਘ, ਇੰਦਰਜੀਤ ਸਿੰਘ, ਲਾਲਜੀਤ ਸਿੰਘ ਬੁਰਜ ਹਰੀ ਸਿੰਘ ਮਨਜੀਤ ਸਿੰਘ ਆਦਿ ਹਾਜ਼ਰ ਸਨ। [358,79,462,151]
body-text: ਲੁਧਿਆਣਾ, 30 ਸਤੰਬਰ (ਅਨਿਲ ਵਿੱਜ)। - ਜ਼ਿਲ੍ਹਾ ਤੇ ਸੈਸ਼ਨ ਜੱਜ-ਕਮ-ਚੇਅਰਪਰਸਨ, ਜ਼ਿਲ੍ਹਾ ਕਾਨੂੰਨੀ ਸੇਵਾਵਾਂ ਅਥਾਰਟੀ, ਲੁਧਿਆਣਾ ਸ਼੍ਰੀਮਤੀ ਹਰਪ੍ਰੀਤ ਕੌਰ ਰੰਧਾਵਾ ਵੱਲੋਂ ਕੇਂਦਰੀ ਲੁਧਿਆਣਾ ਦੀਆਂ ਕੇਂਦਰੀ ਜੇਲ੍ਹ, ਬੋਰਸਟਲ ਜੇਲ੍ਹ ਅਤੇ ਜਨਾਨਾ ਜੇਲ੍ਹਾਂ ਦੀ ਅਚਨਚੇਤ ਚੈਕਿੰਗ ਕੀਤੀ ਗਈ। ਜ਼ਿਲ੍ਹਾ ਤੇ ਸੈਸ਼ਨ ਜੱਜ ਵੱਲੋਂ ਕੇਂਦਰੀ ਜੇਲ੍ਹ ਦੀਆਂ ਬੈਰਕਾਂ ਦੀ ਚੈਕਿੰਗ ਕਰਦਿਆਂ ਹਵਾਲਾਤੀਆਂ ਅਤੇ ਕੈਦੀਆਂ ਦੀਆਂ ਮੁਸ਼ਕਲਾਂ ਸੁਣੀਆਂ ਅਤੇ ਜੇਲ੍ਹ ਅਧਿਕਾਰੀਆਂ ਨੂੰ ਉਨ੍ਹਾਂ ਦੇ ਤੁਰੰਤ ਹੱਲ ਲਈ ਹਦਾਇਤਾਂ ਜਾਰੀ ਕੀਤੀਆਂ। ਉਨ੍ਹਾਂ ਜੇਲ੍ਹ ਵਿੱਚ ਸਾਫ਼-ਸਫ਼ਾਈ, ਖਾਣੇ ਦੀ ਗੁਣਵੱਤਾ ਅਤੇ ਸਿਹਤ ਸਹੂਲਤਾਂ ਦਾ ਵੀ ਜਾਇਜ਼ਾ ਲਿਆ। [236,357,466,405]
registration-swatch [285,1488,299,1502]
face-shape [890,1058,924,1114]
photo-pac-members [84,1266,304,1352]
body-right-columns: ਲੁਧਿਆਣਾ, 29 ਸਤੰਬਰ (ਹਰਜੀਤ) - ਮਹਿਲਾਂ ਦੇ ਮਹਾਂਵੀਰ ਚੱਕਰ ਜੇਤੂ ਮੇਜਰ ਭੁਪਿੰਦਰ ਸਿੰਘ ਦੇ ਬੁੱਤ ਅਤੇ 1965 ਦੀ ਜੰਗ ਵਿੱਚ ਜਿੱਤੇ ਹੋਏ ਪਾਕਿਸਤਾਨੀ ਟੈਂਕ ਨੂੰ ਭਾਰਤ ਨਗਰ ਚੌਕ ਤੋਂ ਹਟਾ ਕੇ ਉਸ ਦੀ ਥਾਂ ਇਕ ਸਾਈਕਲ ਲਗਾਉਣਾ ਸ਼ਹੀਦਾਂ ਦਾ ਅਪਮਾਨ ਹੈ। ਪਬਲਿਕ ਐਕਸ਼ਨ ਕਮੇਟੀ ਦੇ ਮੈਂਬਰਾਂ ਨੇ ਕਿਹਾ ਕਿ "ਭਾਰਤ ਨਗਰ ਚੌਕ" ਨਾਮ ਦੀ ਥਾਂ "ਹੀਰੋ ਸਾਈਕਲ ਚੌਕ" ਵਜੋਂ ਜਾਣਿਆ ਜਾਵੇਗਾ, ਜਿਸ ਲਈ ਨਿਗਮ ਕਮਿਸ਼ਨਰ ਅਤੇ ਹੀਰੋ ਸਾਈਕਲ ਦੇ ਮਾਲਕ ਨੂੰ ਮਾਣਹਾਨੀ ਨੋਟਿਸ ਭੇਜਿਆ ਜਾਵੇਗਾ। ਉਨ੍ਹਾਂ ਕਿਹਾ ਕਿ ਸ਼ਹੀਦਾਂ ਦੀਆਂ ਯਾਦਗਾਰਾਂ ਨਾਲ ਛੇੜਛਾੜ ਬਰਦਾਸ਼ਤ ਨਹੀਂ ਕੀਤੀ ਜਾਵੇਗੀ ਅਤੇ ਪੰਜਾਬ ਸਰਕਾਰ ਤੋਂ ਇਸ ਮਾਮਲੇ ਦੀ ਜਾਂਚ ਦੀ ਮੰਗ ਕੀਤੀ ਗਈ। [310,1267,596,1306]
body-text: ਸਮਰਾਲਾ, 30 ਸਤੰਬਰ (ਇੰਦ੍ਰ) - ਮੈਕਸ ਆਰਥਰ ਮੈਕਾਲਿਫ ਪਬਲਿਕ ਸਕੂਲ ਵਿਖੇ 30 ਸਤੰਬਰ 2025, ਮੰਗਲਵਾਰ ਨੂੰ ਮਾਪੇ-ਅਧਿਆਪਕ ਮੀਟਿੰਗ ਦਾ ਆਯੋਜਨ ਕੀਤਾ ਗਿਆ। ਇਸ ਮੀਟਿੰਗ ਦਾ ਮੁੱਖ ਉਦੇਸ਼ ਵਿਦਿਆਰਥੀਆਂ ਦੇ ਅਕਾਦਮਿਕ ਪ੍ਰਦਰਸ਼ਨ ਅਤੇ ਸਰਵਪੱਖੀ ਵਿਕਾਸ ਬਾਰੇ ਮਾਪਿਆਂ ਨਾਲ ਵਿਚਾਰ-ਵਟਾਂਦਰਾ ਕਰਨਾ ਸੀ। ਮਾਪਿਆਂ ਨੇ ਸਕੂਲ ਦੇ ਯਤਨਾਂ 'ਤੇ ਆਪਣੀ ਸੰਤੁਸ਼ਟੀ ਪ੍ਰਗਟ ਕੀਤੀ ਅਤੇ ਘਰ-ਸਕੂਲ ਵਿਚਕਾਰ ਮਜ਼ਬੂਤ ਸਾਂਝ ਬਣਾਉਣ ਵਿੱਚ ਅਜਿਹੀਆਂ ਮੀਟਿੰਗਾਂ ਦੀ ਭੂਮਿਕਾ ਨੂੰ ਸਵੀਕਾਰਿਆ। ਇਹ ਗੱਲਬਾਤ ਵਿਦਿਆਰਥੀਆਂ ਲਈ ਭਵਿੱਖ ਦੇ ਉਦੇਸ਼ ਨਿਰਧਾਰਤ ਕਰਨ ਅਤੇ ਉਨ੍ਹਾਂ ਨੂੰ ਆਉਣ ਵਾਲੇ ਸਮੇਂ ਵਿੱਚ ਵਧੀਆ ਪ੍ਰਦਰਸ਼ਨ ਲਈ ਪ੍ਰੇਰਿਤ ਕਰਨ ਵਿੱਚ ਲਾਭਦਾਇਕ ਸਾਬਤ ਹੋਵੇਗੀ। [710,497,941,545]
body-text: ਮੁੱਲਾਂਪੁਰ ਦਾਖਾ, 30 ਸਤੰਬਰ (ਦਵਿੰਦਰ ਸਿੰਘ ਲੰਮੇ) ਮੁੱਖ ਖੇਤੀਬਾੜੀ ਅਫ਼ਸਰ ਡਾ.ਗੁਰਦੀਪ ਸਿੰਘ ਦੀ ਦੇਖ ਰੇਖ ਅਤੇ ਬਲਾਕ ਲੁਧਿਆਣਾ ਦੇ ਖੇਤੀਬਾੜੀ ਅਫ਼ਸਰ ਡਾ.ਦਾਰਾ ਸਿੰਘ ਦੀ ਅਗਵਾਈ ਹੇਠ ਸੀ.ਆਰ.ਐਮ ਸਕੀਮ ਦੇ ਅਧੀਨ ਪਿੰਡ ਪਮਾਲ ਵਿਖੇ ਬਲਾਕ ਪੱਧਰੀ ਕਿਸਾਨ ਜਾਗਰੂਕਤਾ ਕੈਂਪ ਲਗਾਇਆ ਗਿਆ। ਕਿਸਾਨਾਂ ਨੂੰ ਪਰਾਲੀ ਨੂੰ ਅੱਗ ਨਾ ਲਗਾਉਣ ਅਤੇ ਖੇਤ ਵਿੱਚ ਹੀ ਵਾਹੁਣ ਲਈ ਪ੍ਰੇਰਿਤ ਕੀਤਾ ਗਿਆ। [234,953,470,984]
headline: ਸਰਕਾਰੀ ਪ੍ਰਾਇਮਰੀ ਸਮਾਰਟ ਸਕੂਲ ਨੰਗਲ ਵਿਖੇ ਮੁੱਖ ਅਧਿਆਪਕਾਂ ਨੇ ਸੰਭਾਲਿਆ ਅਹੁਦਾ [713,663,938,693]
